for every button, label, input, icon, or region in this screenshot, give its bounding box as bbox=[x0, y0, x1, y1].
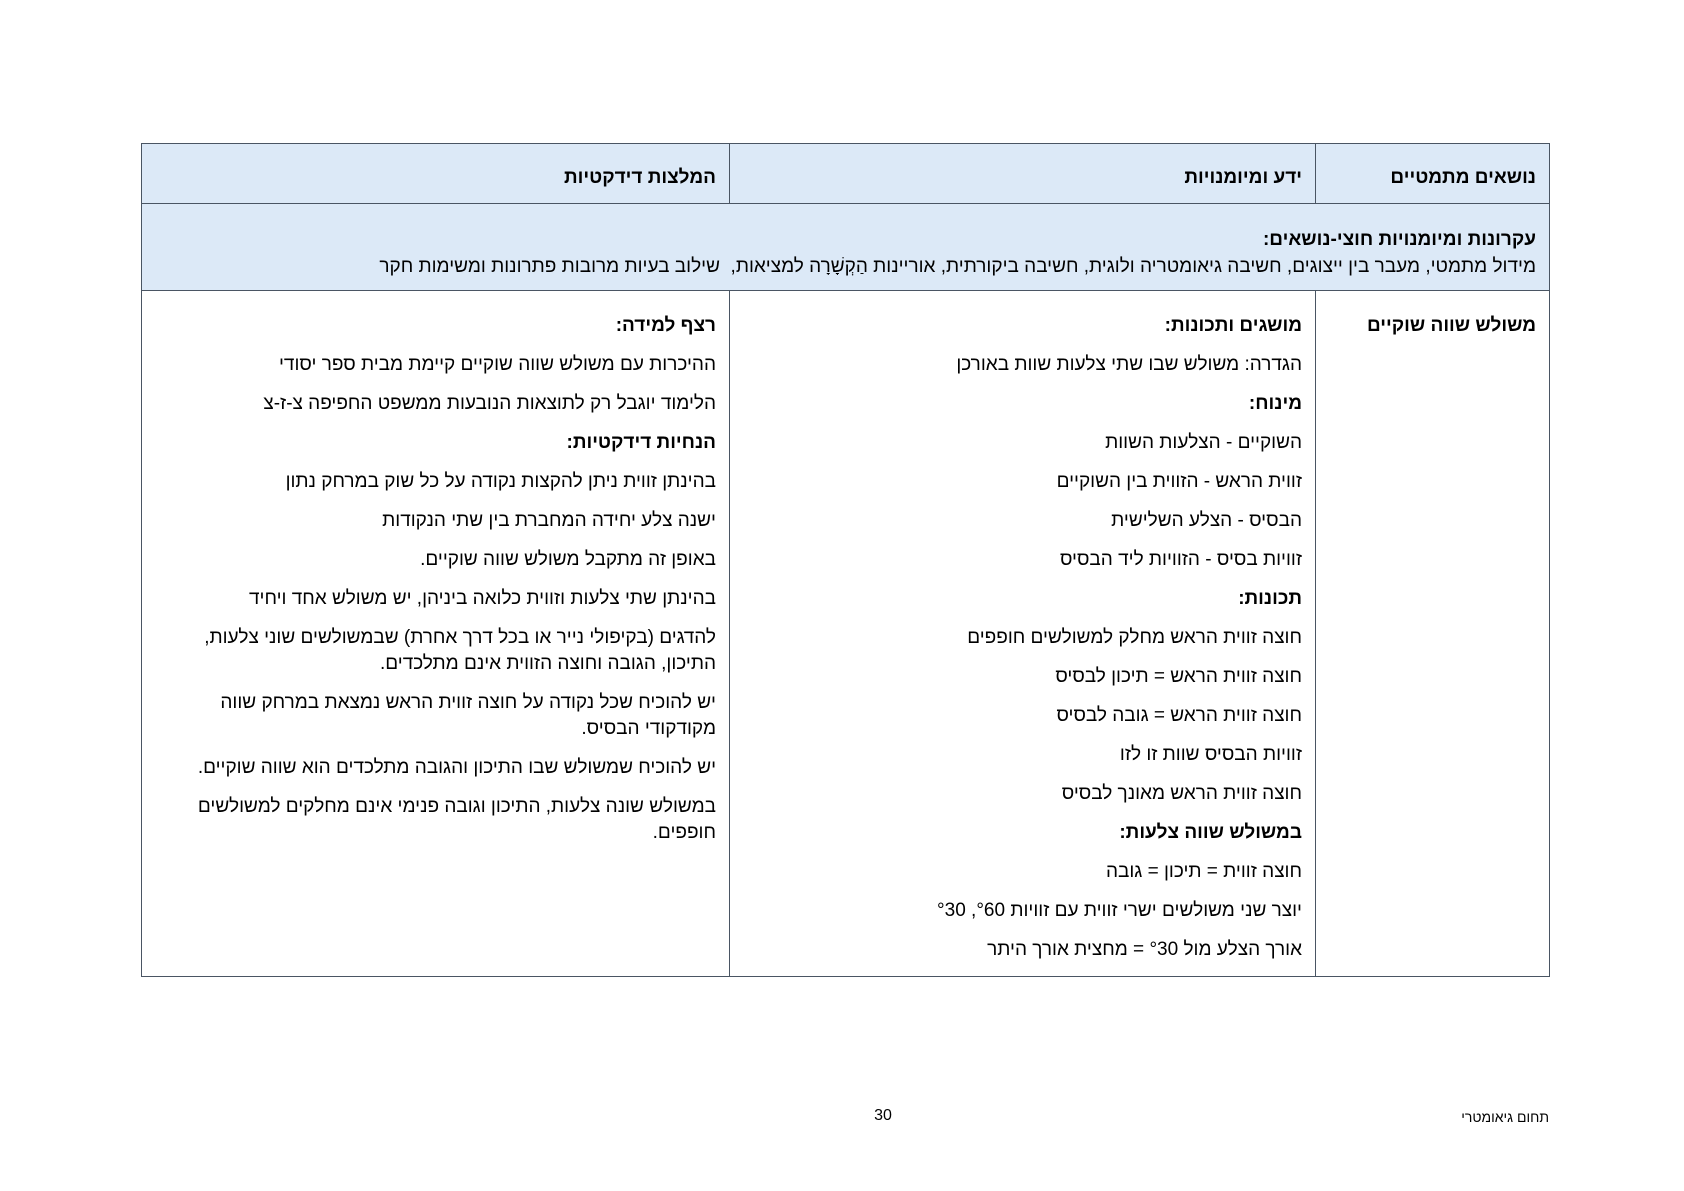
list-item: חוצה זווית הראש מאונך לבסיס bbox=[1061, 783, 1302, 804]
list-item bbox=[155, 625, 716, 677]
section-heading: מושגים ותכונות: bbox=[1164, 315, 1302, 336]
list-item: הלימוד יוגבל רק לתוצאות הנובעות ממשפט החפיפה צ-ז-צ bbox=[263, 393, 716, 414]
section-heading: במשולש שווה צלעות: bbox=[1119, 822, 1302, 843]
knowledge-cell bbox=[730, 291, 1316, 977]
list-item: חוצה זווית הראש = גובה לבסיס bbox=[1056, 705, 1302, 726]
list-item: באופן זה מתקבל משולש שווה שוקיים. bbox=[420, 549, 716, 570]
list-item: חוצה זווית = תיכון = גובה bbox=[1105, 861, 1302, 882]
list-item-line: התיכון, הגובה וחוצה הזווית אינם מתלכדים. bbox=[379, 653, 716, 674]
cross-topic-row bbox=[142, 204, 1550, 291]
list-item: בהינתן זווית ניתן להקצות נקודה על כל שוק במרחק נתון bbox=[285, 471, 716, 492]
footer-domain-label: תחום גיאומטרי bbox=[1461, 1109, 1549, 1125]
list-item: הבסיס - הצלע השלישית bbox=[1111, 510, 1302, 531]
topic-cell bbox=[1316, 291, 1550, 977]
curriculum-table bbox=[141, 143, 1550, 977]
table-header-row bbox=[142, 144, 1550, 204]
list-item: בהינתן שתי צלעות וזווית כלואה ביניהן, יש משולש אחד ויחיד bbox=[249, 588, 716, 609]
didactic-cell bbox=[142, 291, 730, 977]
section-heading: מינוח: bbox=[1248, 393, 1302, 414]
list-item-line: יש להוכיח שכל נקודה על חוצה זווית הראש נמצאת במרחק שווה bbox=[220, 692, 716, 713]
cross-topic-text: מידול מתמטי, מעבר בין ייצוגים, חשיבה גיאומטריה ולוגית, חשיבה ביקורתית, אוריינות הַקְשָׁרָה למציאות, שילוב בעיות מרובות פתרונות ומשימות חקר bbox=[379, 256, 1536, 277]
cross-topic-title: עקרונות ומיומנויות חוצי-נושאים: bbox=[1262, 229, 1536, 250]
content-row bbox=[142, 291, 1550, 977]
list-item-line: חופפים. bbox=[652, 822, 716, 843]
list-item bbox=[155, 794, 716, 846]
list-item: זוויות בסיס - הזוויות ליד הבסיס bbox=[1059, 549, 1302, 570]
list-item: חוצה זווית הראש מחלק למשולשים חופפים bbox=[967, 627, 1302, 648]
list-item: הגדרה: משולש שבו שתי צלעות שוות באורכן bbox=[956, 354, 1302, 375]
cross-topic-cell bbox=[142, 204, 1550, 291]
list-item-line: להדגים (בקיפולי נייר או בכל דרך אחרת) שבמשולשים שוני צלעות, bbox=[204, 627, 716, 648]
section-heading: רצף למידה: bbox=[615, 315, 716, 336]
list-item: אורך הצלע מול °30 = מחצית אורך היתר bbox=[987, 939, 1302, 960]
header-topics: נושאים מתמטיים bbox=[1316, 144, 1550, 204]
list-item-line: מקודקודי הבסיס. bbox=[581, 718, 716, 739]
list-item bbox=[155, 690, 716, 742]
list-item: ההיכרות עם משולש שווה שוקיים קיימת מבית ספר יסודי bbox=[279, 354, 716, 375]
list-item: זוויות הבסיס שוות זו לזו bbox=[1119, 744, 1302, 765]
list-item: השוקיים - הצלעות השוות bbox=[1105, 432, 1302, 453]
list-item: יוצר שני משולשים ישרי זווית עם זוויות °60, °30 bbox=[937, 900, 1302, 921]
section-heading: הנחיות דידקטיות: bbox=[566, 432, 716, 453]
list-item: חוצה זווית הראש = תיכון לבסיס bbox=[1055, 666, 1302, 687]
section-heading: תכונות: bbox=[1238, 588, 1302, 609]
header-knowledge: ידע ומיומנויות bbox=[730, 144, 1316, 204]
list-item-line: במשולש שונה צלעות, התיכון וגובה פנימי אינם מחלקים למשולשים bbox=[197, 796, 716, 817]
topic-name: משולש שווה שוקיים bbox=[1366, 315, 1536, 336]
list-item: ישנה צלע יחידה המחברת בין שתי הנקודות bbox=[382, 510, 716, 531]
header-didactic: המלצות דידקטיות bbox=[142, 144, 730, 204]
list-item: זווית הראש - הזווית בין השוקיים bbox=[1056, 471, 1302, 492]
page-number: 30 bbox=[874, 1107, 892, 1124]
list-item: יש להוכיח שמשולש שבו התיכון והגובה מתלכדים הוא שווה שוקיים. bbox=[197, 757, 716, 778]
